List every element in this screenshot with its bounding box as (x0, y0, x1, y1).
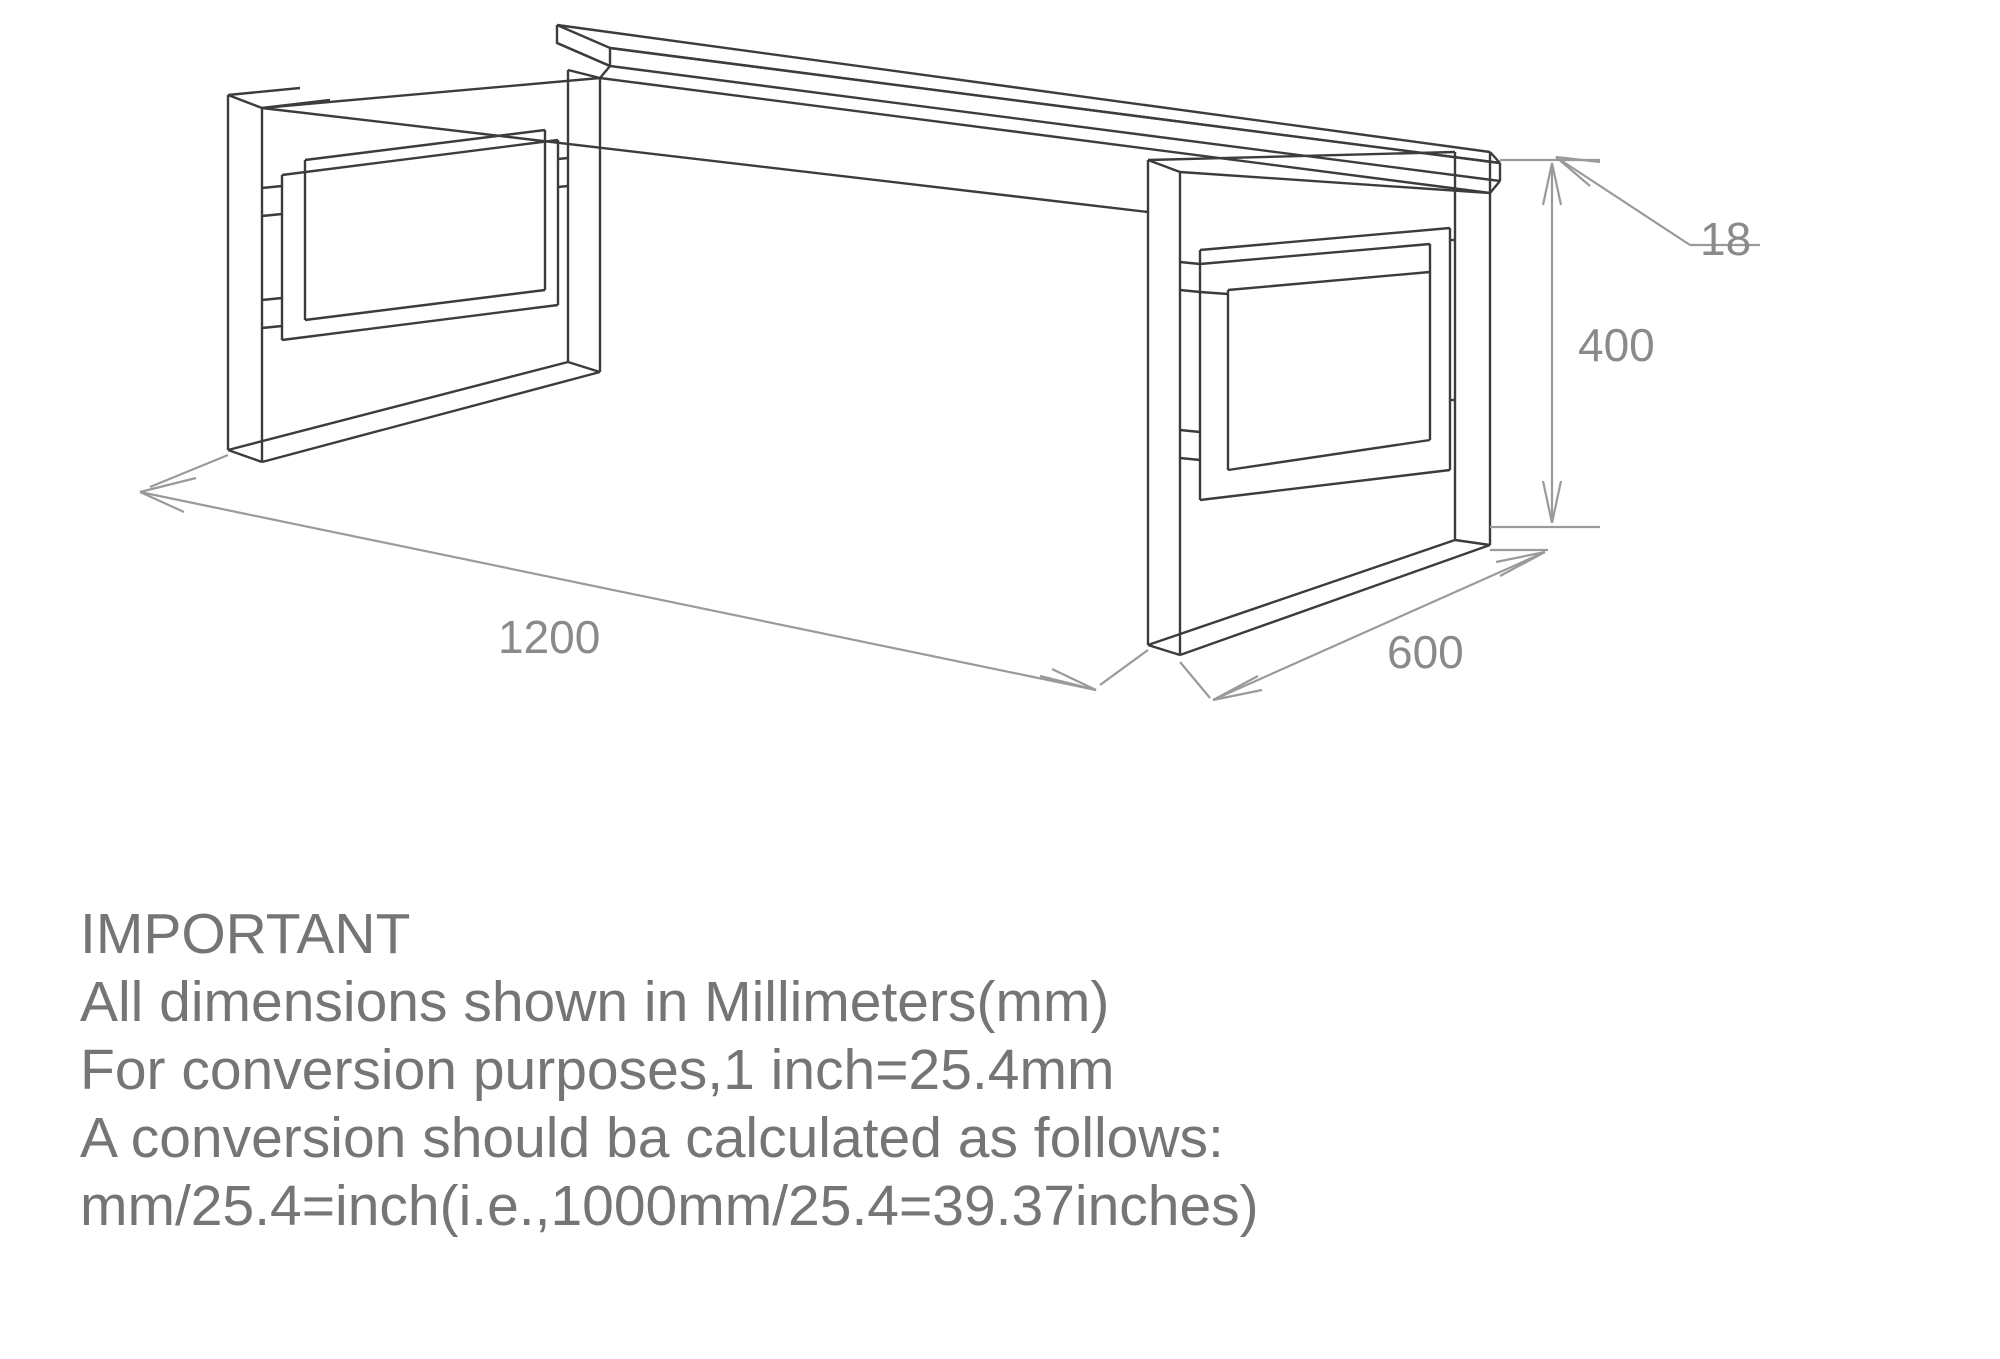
dim-line-1200 (140, 492, 1096, 690)
notes-line-2: For conversion purposes,1 inch=25.4mm (80, 1038, 1115, 1102)
dimension-label-thickness: 18 (1700, 213, 1752, 265)
notes-line-4: mm/25.4=inch(i.e.,1000mm/25.4=39.37inches) (80, 1174, 1259, 1238)
left-leg-frame (228, 25, 600, 462)
notes-line-1: All dimensions shown in Millimeters(mm) (80, 970, 1110, 1034)
important-notes (80, 900, 1980, 1240)
dimension-lines (140, 157, 1760, 700)
notes-heading: IMPORTANT (80, 902, 411, 966)
right-leg-frame (1148, 152, 1490, 655)
dimension-label-length: 1200 (498, 611, 601, 663)
dimension-label-height: 400 (1578, 319, 1655, 371)
notes-line-3: A conversion should ba calculated as follows: (80, 1106, 1224, 1170)
dim-leader-18 (1556, 157, 1690, 245)
dimension-label-depth: 600 (1387, 626, 1464, 678)
